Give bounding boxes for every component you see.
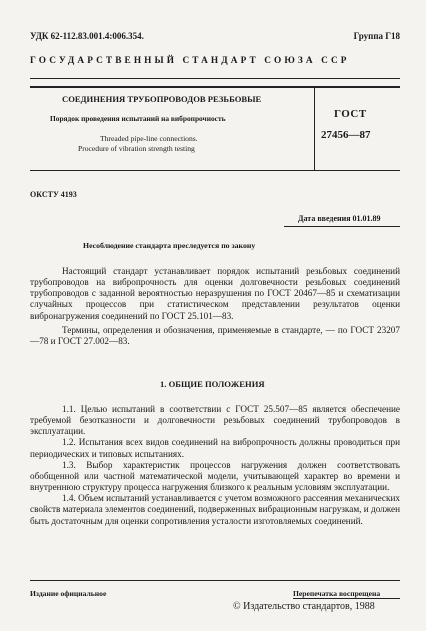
gost-label: ГОСТ	[334, 108, 367, 120]
standard-banner: ГОСУДАРСТВЕННЫЙ СТАНДАРТ СОЮЗА ССР	[30, 56, 350, 66]
group-code: Группа Г18	[353, 31, 400, 41]
section-paragraph: 1.3. Выбор характеристик процессов нагружения должен соответствовать обобщенной или частной математической модели, учитывающей характер во времени и внутреннюю структуру процесса нагружения близкого к реальным условиям эксплуатации.	[30, 459, 400, 493]
intro-paragraph: Термины, определения и обозначения, применяемые в стандарте, — по ГОСТ 23207—78 и ГОСТ 27.002—83.	[30, 324, 400, 346]
title-english	[78, 134, 198, 154]
udk-code: УДК 62-112.83.001.4:006.354.	[30, 31, 144, 41]
intro-text	[30, 266, 400, 347]
reprint-notice: Перепечатка воспрещена	[293, 589, 381, 598]
gost-number: 27456—87	[321, 129, 371, 141]
noncompliance-notice: Несоблюдение стандарта преследуется по закону	[83, 241, 256, 250]
rule-reprint	[293, 598, 400, 599]
rule-title-bottom	[30, 170, 400, 171]
title-divider	[314, 86, 315, 170]
intro-paragraph: Настоящий стандарт устанавливает порядок испытаний резьбовых соединений трубопроводов на вибропрочность для оценки долговечности резьбовых соединений трубопроводов с заданной вероятностью неразрушения по ГОСТ 20467—85 и схематизации случайных процессов при статистическом представлении результатов оценки вибронагружения соединений по ГОСТ 25.101—83.	[30, 266, 400, 321]
section-paragraph: 1.1. Целью испытаний в соответствии с ГОСТ 25.507—85 является обеспечение требуемой безотказности и долговечности резьбовых соединений трубопроводов в эксплуатации.	[30, 404, 400, 437]
subtitle-russian: Порядок проведения испытаний на вибропрочность	[50, 114, 226, 123]
section-heading: 1. ОБЩИЕ ПОЛОЖЕНИЯ	[160, 379, 265, 389]
copyright: © Издательство стандартов, 1988	[233, 601, 375, 612]
title-english-line1: Threaded pipe-line connections.	[100, 134, 198, 143]
introduction-date: Дата введения 01.01.89	[298, 214, 381, 223]
title-russian: СОЕДИНЕНИЯ ТРУБОПРОВОДОВ РЕЗЬБОВЫЕ	[62, 94, 262, 104]
official-edition: Издание официальное	[30, 589, 107, 598]
rule-top	[30, 78, 400, 79]
rule-footer	[30, 580, 400, 581]
okstu-code: ОКСТУ 4193	[30, 190, 77, 199]
section-paragraph: 1.2. Испытания всех видов соединений на вибропрочность должны проводиться при периодических и типовых испытаниях.	[30, 437, 400, 459]
section-paragraph: 1.4. Объем испытаний устанавливается с учетом возможного рассеяния механических свойств материала элементов соединений, подверженных вибрационным нагрузкам, и должен быть достаточным для оценки сопротивления усталости изготовляемых соединений.	[30, 493, 400, 526]
rule-date	[284, 226, 400, 227]
title-english-line2: Procedure of vibration strength testing	[78, 144, 195, 153]
rule-title-top	[30, 86, 400, 88]
section-text	[30, 404, 400, 527]
